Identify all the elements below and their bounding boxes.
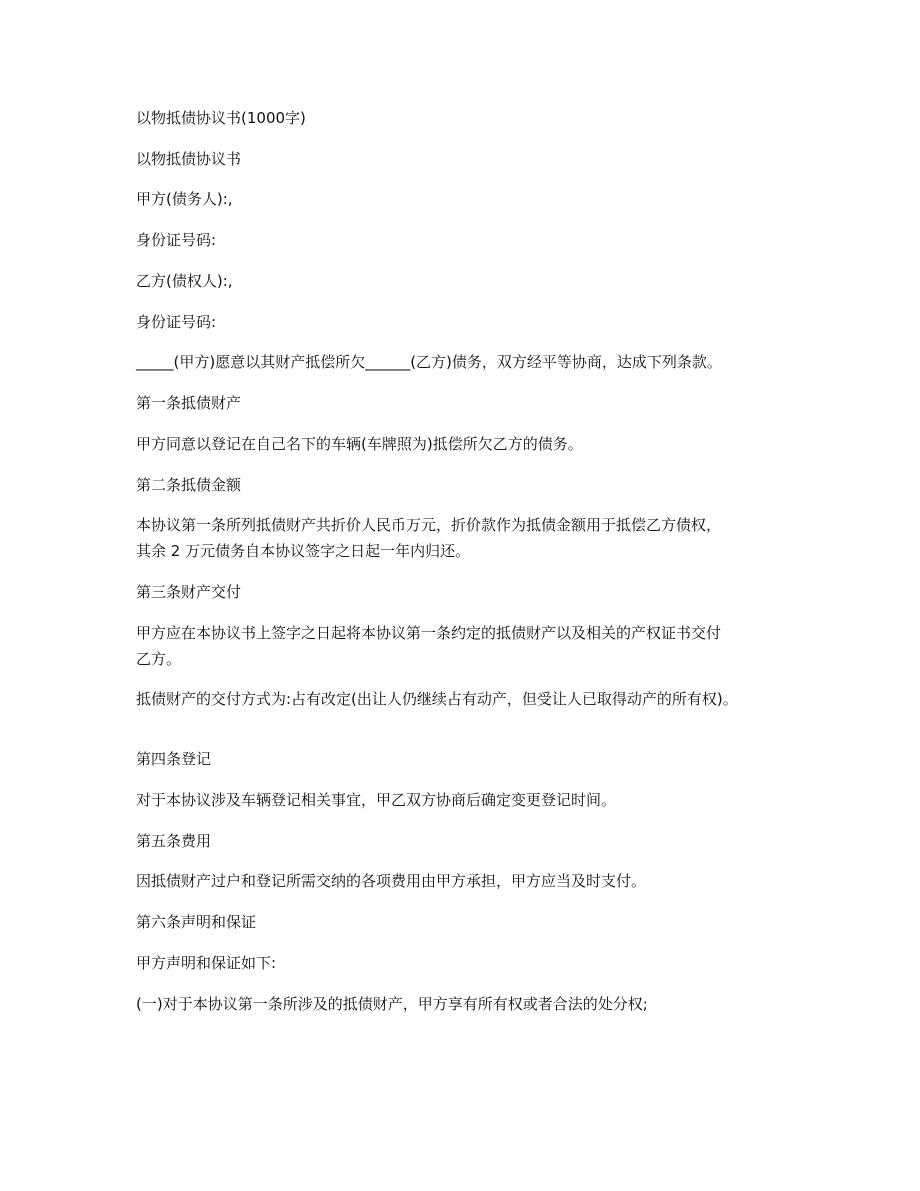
article-2-heading: 第二条抵债金额 bbox=[136, 476, 242, 494]
article-1-heading: 第一条抵债财产 bbox=[136, 394, 242, 412]
article-6-heading: 第六条声明和保证 bbox=[136, 913, 257, 931]
party-a-id-line: 身份证号码: bbox=[136, 231, 217, 249]
party-a-line: 甲方(债务人):, bbox=[136, 190, 233, 208]
article-5-paragraph: 因抵债财产过户和登记所需交纳的各项费用由甲方承担，甲方应当及时支付。 bbox=[136, 872, 647, 890]
document-title: 以物抵债协议书(1000字) bbox=[136, 109, 306, 127]
delivery-method-paragraph: 抵债财产的交付方式为:占有改定(出让人仍继续占有动产，但受让人已取得动产的所有权)。 bbox=[136, 690, 738, 708]
article-2-paragraph-line-1: 本协议第一条所列抵债财产共折价人民币万元，折价款作为抵债金额用于抵偿乙方债权， bbox=[136, 516, 722, 534]
article-1-paragraph: 甲方同意以登记在自己名下的车辆(车牌照为)抵偿所欠乙方的债务。 bbox=[136, 435, 583, 453]
article-2-paragraph-line-2: 其余 2 万元债务自本协议签字之日起一年内归还。 bbox=[136, 542, 471, 560]
agreement-heading: 以物抵债协议书 bbox=[136, 150, 242, 168]
article-3-paragraph-line-2: 乙方。 bbox=[136, 650, 182, 668]
party-b-id-line: 身份证号码: bbox=[136, 313, 217, 331]
party-b-line: 乙方(债权人):, bbox=[136, 272, 233, 290]
article-4-paragraph: 对于本协议涉及车辆登记相关事宜，甲乙双方协商后确定变更登记时间。 bbox=[136, 791, 617, 809]
article-3-paragraph-line-1: 甲方应在本协议书上签字之日起将本协议第一条约定的抵债财产以及相关的产权证书交付 bbox=[136, 624, 722, 642]
preamble-paragraph: _____(甲方)愿意以其财产抵偿所欠______(乙方)债务，双方经平等协商，达成下列条款。 bbox=[136, 353, 722, 371]
article-3-heading: 第三条财产交付 bbox=[136, 583, 242, 601]
warranty-item-1: (一)对于本协议第一条所涉及的抵债财产，甲方享有所有权或者合法的处分权; bbox=[136, 995, 648, 1013]
warranty-intro: 甲方声明和保证如下: bbox=[136, 954, 277, 972]
article-5-heading: 第五条费用 bbox=[136, 832, 212, 850]
article-4-heading: 第四条登记 bbox=[136, 750, 212, 768]
